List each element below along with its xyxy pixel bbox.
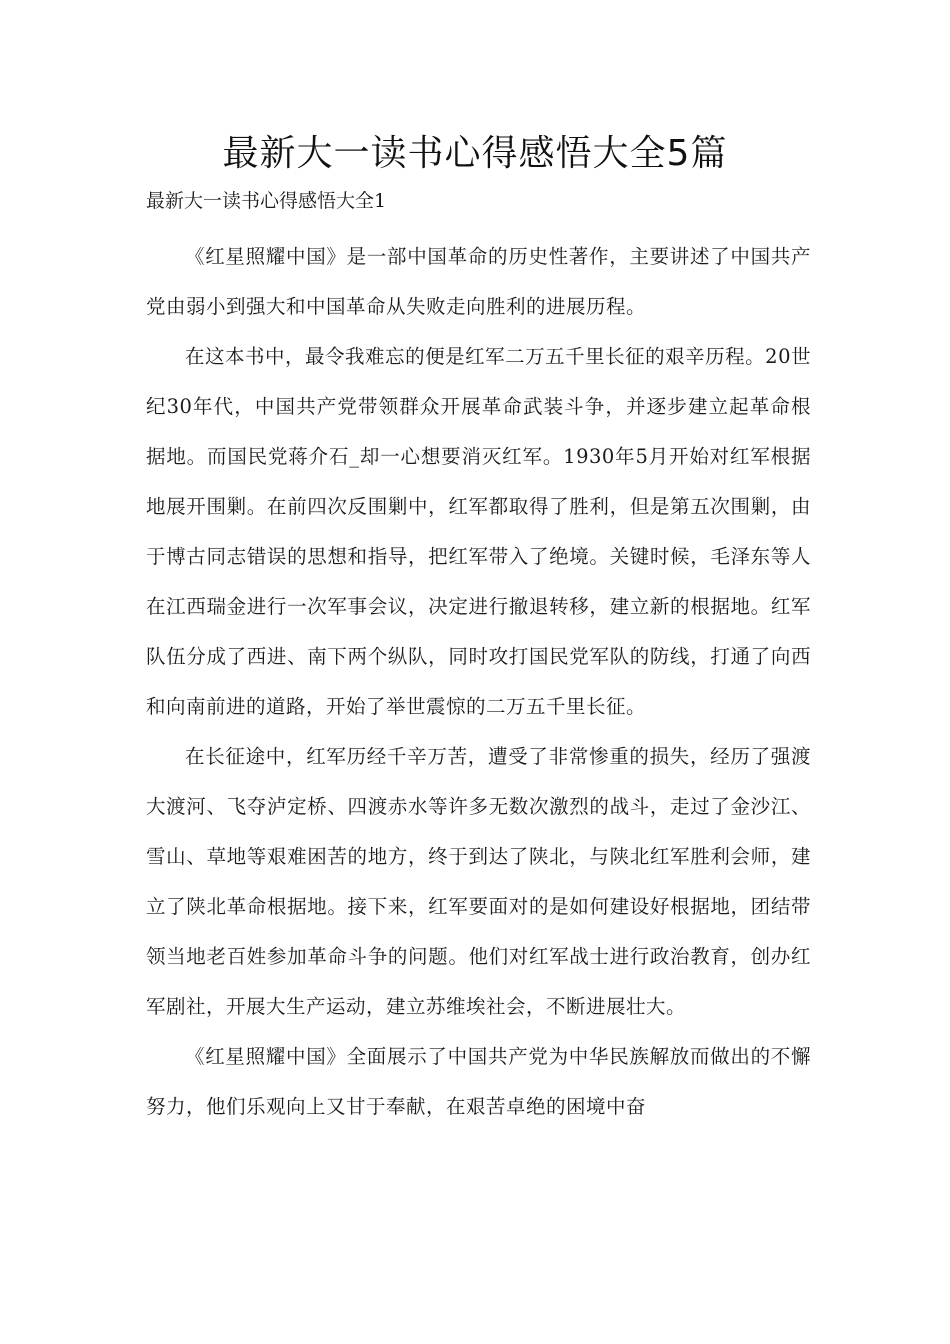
document-body	[146, 232, 811, 1132]
section-heading: 最新大一读书心得感悟大全1	[146, 190, 387, 212]
paragraph-2: 在这本书中，最令我难忘的便是红军二万五千里长征的艰辛历程。20世纪30年代，中国共产党带领群众开展革命武装斗争，并逐步建立起革命根据地。而国民党蒋介石_却一心想要消灭红军。1930年5月开始对红军根据地展开围剿。在前四次反围剿中，红军都取得了胜利，但是第五次围剿，由于博古同志错误的思想和指导，把红军带入了绝境。关键时候，毛泽东等人在江西瑞金进行一次军事会议，决定进行撤退转移，建立新的根据地。红军队伍分成了西进、南下两个纵队，同时攻打国民党军队的防线，打通了向西和向南前进的道路，开始了举世震惊的二万五千里长征。	[146, 345, 811, 718]
paragraph-1: 《红星照耀中国》是一部中国革命的历史性著作，主要讲述了中国共产党由弱小到强大和中国革命从失败走向胜利的进展历程。	[146, 245, 811, 318]
paragraph-3: 在长征途中，红军历经千辛万苦，遭受了非常惨重的损失，经历了强渡大渡河、飞夺泸定桥、四渡赤水等许多无数次激烈的战斗，走过了金沙江、雪山、草地等艰难困苦的地方，终于到达了陕北，与陕北红军胜利会师，建立了陕北革命根据地。接下来，红军要面对的是如何建设好根据地，团结带领当地老百姓参加革命斗争的问题。他们对红军战士进行政治教育，创办红军剧社，开展大生产运动，建立苏维埃社会，不断进展壮大。	[146, 745, 811, 1018]
document-title: 最新大一读书心得感悟大全5篇	[222, 133, 728, 174]
paragraph-4: 《红星照耀中国》全面展示了中国共产党为中华民族解放而做出的不懈努力，他们乐观向上又甘于奉献，在艰苦卓绝的困境中奋	[146, 1045, 811, 1118]
